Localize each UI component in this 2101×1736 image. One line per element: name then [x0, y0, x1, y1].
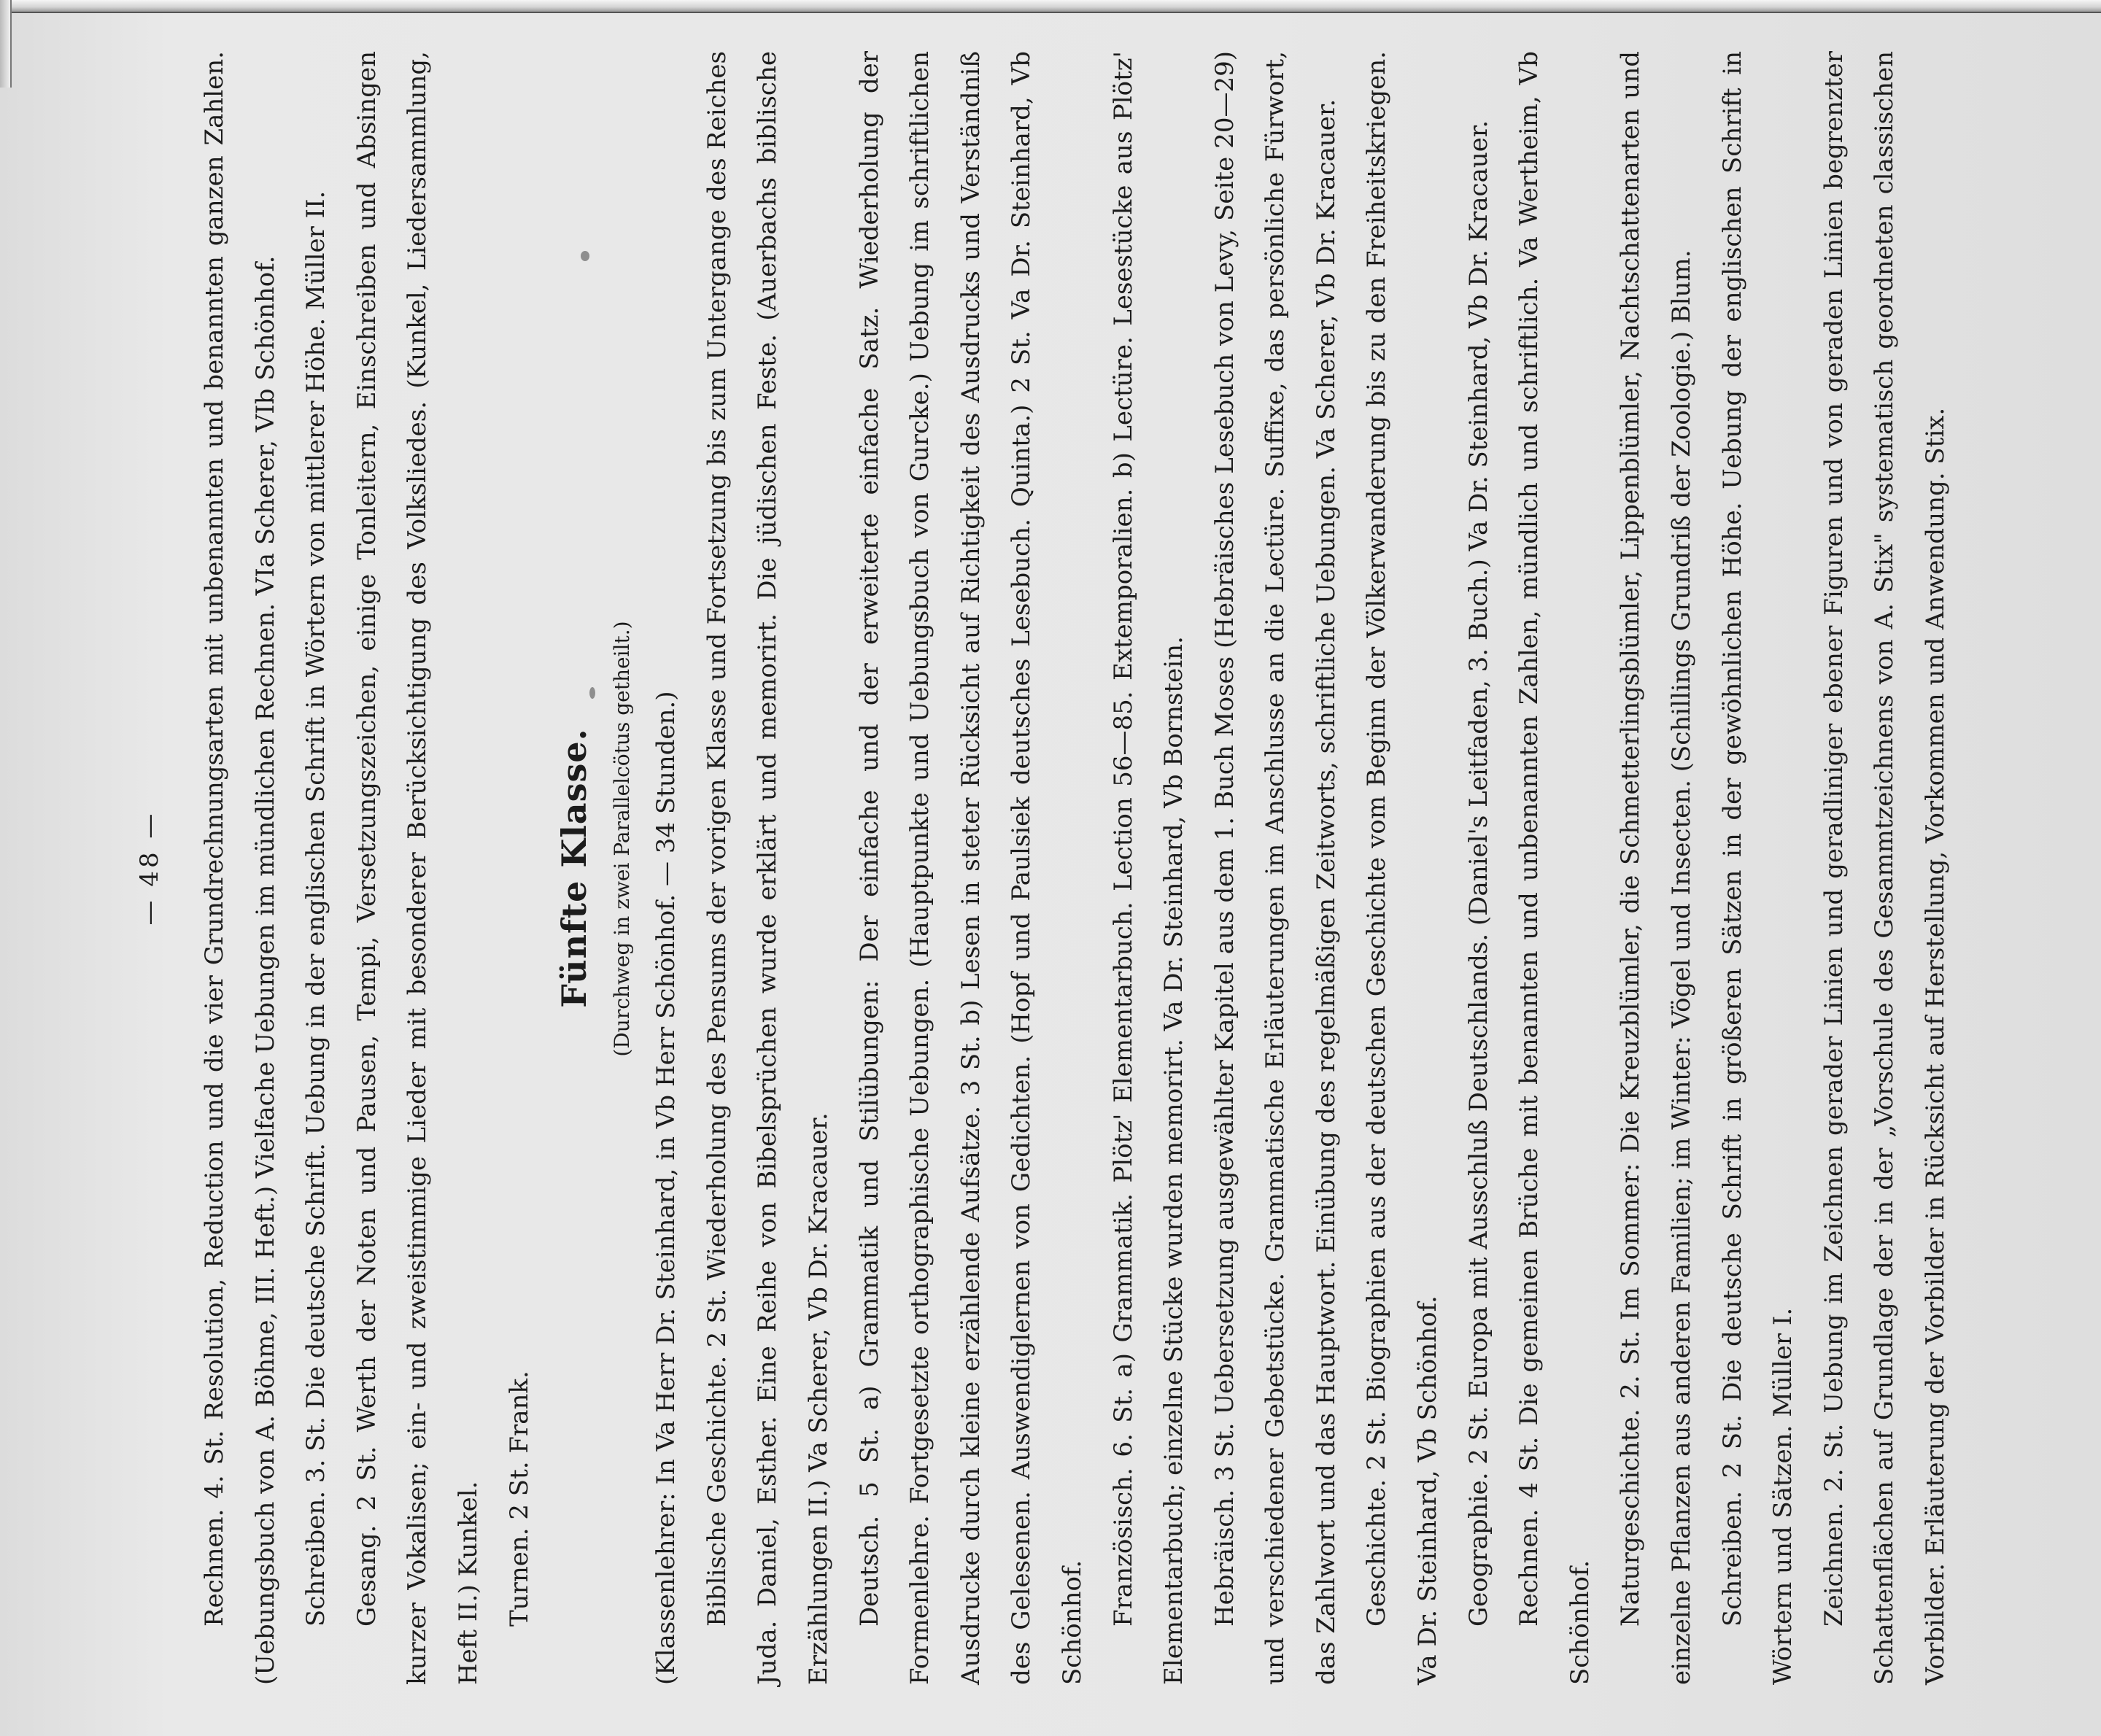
paragraph: Schreiben. 3. St. Die deutsche Schrift. Uebung in der englischen Schrift in Wörtern von mittlerer Höhe. Müller II.	[301, 190, 331, 1627]
paragraph: Rechnen. 4 St. Die gemeinen Brüche mit benannten und unbenannten Zahlen, mündlich und schriftlich. Va Wertheim, Vb Schönhof.	[1514, 51, 1595, 1685]
text-column	[190, 51, 1962, 1685]
page-number: — 48 —	[135, 810, 164, 926]
paragraph: Turnen. 2 St. Frank.	[504, 1371, 534, 1627]
page-left-edge	[0, 0, 12, 88]
paragraph: Hebräisch. 3 St. Uebersetzung ausgewählter Kapitel aus dem 1. Buch Moses (Hebräisches Lesebuch von Levy, Seite 20—29) und verschiedener Gebetstücke. Grammatische Erläuterungen im Anschlusse an die Lectüre. Suffixe, das persönliche Fürwort, das Zahlwort und das Hauptwort. Einübung des regelmäßigen Zeitworts, schriftliche Uebungen. Va Scherer, Vb Dr. Kracauer.	[1210, 51, 1341, 1685]
paragraph: Biblische Geschichte. 2 St. Wiederholung des Pensums der vorigen Klasse und Fortsetzung bis zum Untergange des Reiches Juda. Daniel, Esther. Eine Reihe von Bibelsprüchen wurde erklärt und memorirt. Die jüdischen Feste. (Auerbachs biblische Erzählungen II.) Va Scherer, Vb Dr. Kracauer.	[702, 51, 833, 1685]
paragraph: Rechnen. 4. St. Resolution, Reduction und die vier Grundrechnungsarten mit unbenannten und benannten ganzen Zahlen. (Uebungsbuch von A. Böhme, III. Heft.) Vielfache Uebungen im mündlichen Rechnen. VIa Scherer, VIb Schönhof.	[200, 51, 280, 1685]
paragraph: Gesang. 2 St. Werth der Noten und Pausen, Tempi, Versetzungszeichen, einige Tonleitern, Einschreiben und Absingen kurzer Vokalisen; ein- und zweistimmige Lieder mit besonderer Berücksichtigung des Volksliedes. (Kunkel, Liedersammlung, Heft II.) Kunkel.	[352, 51, 483, 1685]
section-title: Fünfte Klasse.	[554, 728, 595, 1008]
paragraph: Geschichte. 2 St. Biographien aus der deutschen Geschichte vom Beginn der Völkerwanderung bis zu den Freiheitskriegen. Va Dr. Steinhard, Vb Schönhof.	[1362, 51, 1443, 1685]
paragraph: Zeichnen. 2. St. Uebung im Zeichnen gerader Linien und geradliniger ebener Figuren und von geraden Linien begrenzter Schattenflächen auf Grundlage der in der „Vorschule des Gesammtzeichnens von A. Stix" systematisch geordneten classischen Vorbilder. Erläuterung der Vorbilder in Rücksicht auf Herstellung, Vorkommen und Anwendung. Stix.	[1819, 51, 1950, 1685]
section-subtitle: (Durchweg in zwei Parallelcötus getheilt.)	[610, 621, 635, 1057]
paragraph: Deutsch. 5 St. a) Grammatik und Stilübungen: Der einfache und der erweiterte einfache Satz. Wiederholung der Formenlehre. Fortgesetzte orthographische Uebungen. (Hauptpunkte und Uebungsbuch von Gurcke.) Uebung im schriftlichen Ausdrucke durch kleine erzählende Aufsätze. 3 St. b) Lesen in steter Rücksicht auf Richtigkeit des Ausdrucks und Verständniß des Gelesenen. Auswendiglernen von Gedichten. (Hopf und Paulsiek deutsches Lesebuch. Quinta.) 2 St. Va Dr. Steinhard, Vb Schönhof.	[854, 51, 1087, 1685]
paragraph: Naturgeschichte. 2. St. Im Sommer: Die Kreuzblümler, die Schmetterlingsblümler, Lippenblümler, Nachtschattenarten und einzelne Pflanzen aus anderen Familien; im Winter: Vögel und Insecten. (Schillings Grundriß der Zoologie.) Blum.	[1616, 51, 1697, 1685]
rotated-page-body	[135, 51, 1950, 1685]
page-header	[124, 51, 175, 1685]
paragraph: Schreiben. 2 St. Die deutsche Schrift in größeren Sätzen in der gewöhnlichen Höhe. Uebung der englischen Schrift in Wörtern und Sätzen. Müller I.	[1717, 51, 1798, 1685]
section-teachers: (Klassenlehrer: In Va Herr Dr. Steinhard, in Vb Herr Schönhof. — 34 Stunden.)	[651, 691, 681, 1685]
paragraph: Französisch. 6. St. a) Grammatik. Plötz' Elementarbuch. Lection 56—85. Extemporalien. b) Lectüre. Lesestücke aus Plötz' Elementarbuch; einzelne Stücke wurden memorirt. Va Dr. Steinhard, Vb Bornstein.	[1108, 51, 1189, 1685]
page-top-edge	[0, 0, 2101, 13]
paragraph: Geographie. 2 St. Europa mit Ausschluß Deutschlands. (Daniel's Leitfaden, 3. Buch.) Va Dr. Steinhard, Vb Dr. Kracauer.	[1463, 120, 1493, 1627]
